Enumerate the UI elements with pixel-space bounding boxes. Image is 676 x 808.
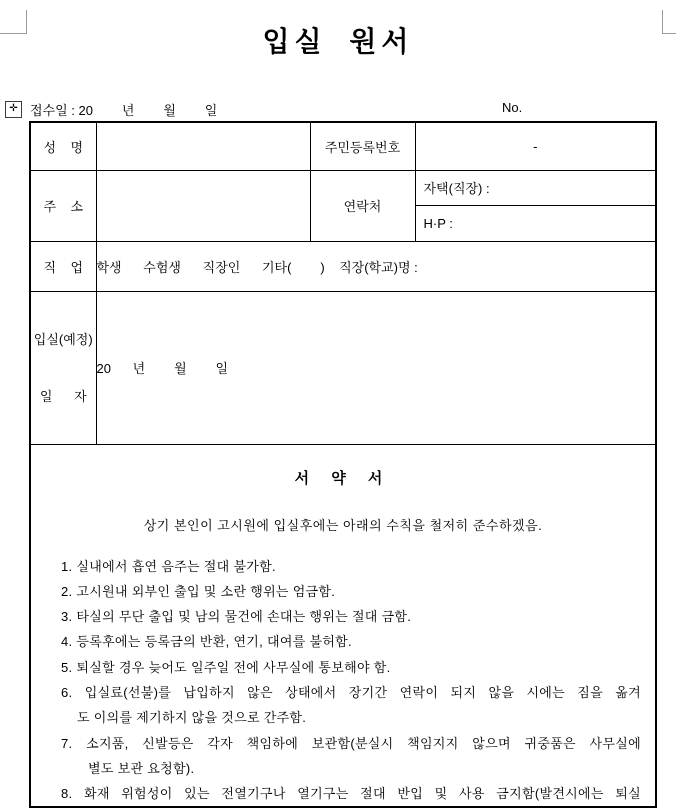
contact-label: 연락처 <box>310 170 415 241</box>
address-label: 주 소 <box>30 170 96 241</box>
pledge-rule-line: 8. 화재 위험성이 있는 전열기구나 열기구는 절대 반입 및 사용 금지함(발견시에는 퇴실 <box>61 786 641 802</box>
pledge-rule-line: 7. 소지품, 신발등은 각자 책임하에 보관함(분실시 책임지지 않으며 귀중품은 사무실에 <box>61 735 641 751</box>
movein-date-label-line2: 일 자 <box>39 388 87 404</box>
pledge-rule-line: 1. 실내에서 흡연 음주는 절대 불가함. <box>61 558 276 574</box>
pledge-rule-line: 2. 고시원내 외부인 출입 및 소란 행위는 엄금함. <box>61 583 336 599</box>
occupation-label: 직 업 <box>30 241 96 291</box>
row-pledge <box>30 444 656 807</box>
no-label: No. <box>502 100 523 115</box>
pledge-title: 서 약 서 <box>294 469 392 487</box>
rrn-label: 주민등록번호 <box>310 122 415 170</box>
pledge-rule-line: 4. 등록후에는 등록금의 반환, 연기, 대여를 불허함. <box>61 634 352 650</box>
rrn-input-cell[interactable]: - <box>415 122 656 170</box>
address-input-cell[interactable] <box>96 170 310 241</box>
name-label: 성 명 <box>30 122 96 170</box>
pledge-rule-continuation: 별도 보관 요청함). <box>88 760 195 776</box>
name-input-cell[interactable] <box>96 122 310 170</box>
page-title: 입실 원서 <box>262 26 414 57</box>
movein-date-label <box>30 291 96 444</box>
receipt-date-line: 접수일 : 20 년 월 일 <box>30 100 272 123</box>
pledge-rule-line: 6. 입실료(선불)를 납입하지 않은 상태에서 장기간 연락이 되지 않을 시에는 짐을 옮겨 <box>61 684 641 700</box>
contact-cell <box>415 170 656 241</box>
movein-date-label-line1: 입실(예정) <box>33 331 93 347</box>
contact-hp-input-cell[interactable]: H·P : <box>423 215 453 231</box>
pledge-section <box>30 444 656 807</box>
occupation-options-cell[interactable]: 학생 수험생 직장인 기타( ) 직장(학교)명 : <box>96 241 656 291</box>
row-address <box>30 170 656 241</box>
contact-home-input-cell[interactable]: 자택(직장) : <box>416 171 656 207</box>
pledge-rule-continuation: 도 이의를 제기하지 않을 것으로 간주함. <box>77 710 307 726</box>
application-form-table <box>29 121 657 808</box>
movein-date-input-cell[interactable]: 20 년 월 일 <box>96 291 656 444</box>
row-movein-date <box>30 291 656 444</box>
table-anchor-icon[interactable]: ✛ <box>5 101 22 118</box>
pledge-intro: 상기 본인이 고시원에 입실후에는 아래의 수칙을 철저히 준수하겠음. <box>143 517 543 533</box>
pledge-rule-line: 5. 퇴실할 경우 늦어도 일주일 전에 사무실에 통보해야 함. <box>61 659 391 675</box>
row-name <box>30 122 656 170</box>
pledge-rule-line: 3. 타실의 무단 출입 및 남의 물건에 손대는 행위는 절대 금함. <box>61 609 412 625</box>
row-occupation <box>30 241 656 291</box>
pledge-rules-list <box>31 554 655 807</box>
